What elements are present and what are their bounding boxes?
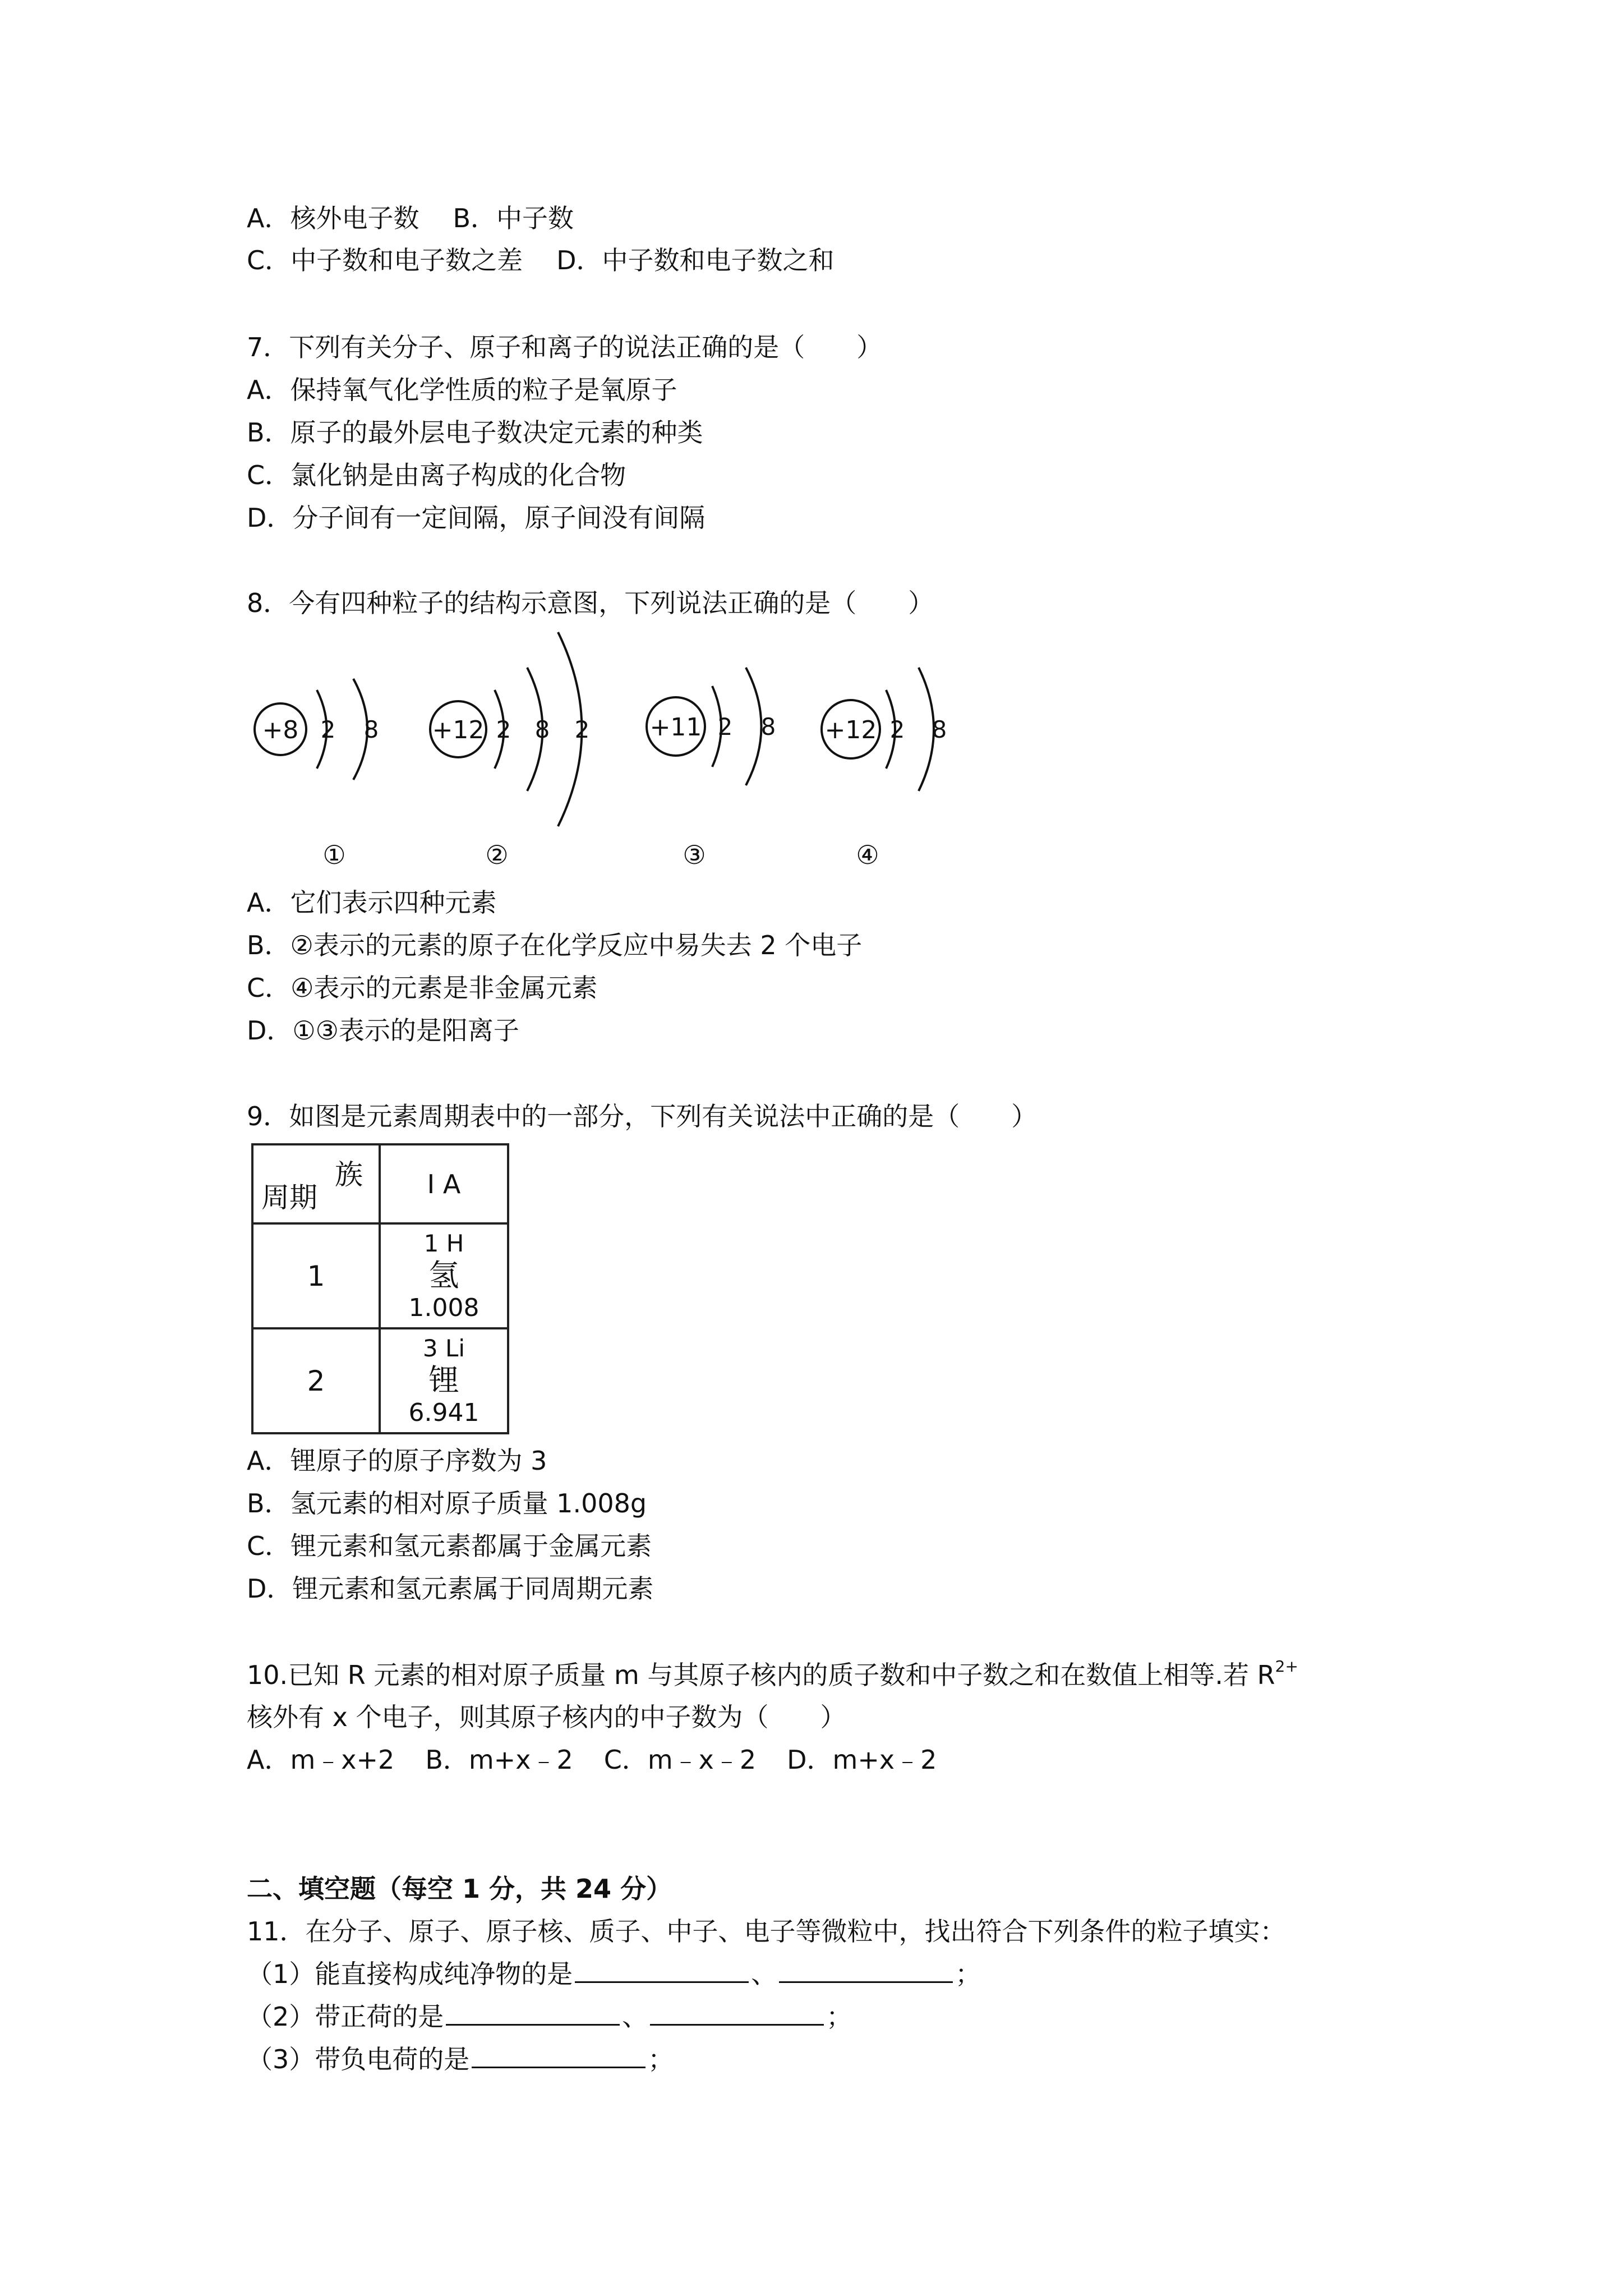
q9-option-b: B．氢元素的相对原子质量 1.008g bbox=[247, 1488, 647, 1519]
element-number-symbol: 1 H bbox=[423, 1229, 464, 1257]
q11-stem: 11．在分子、原子、原子核、质子、中子、电子等微粒中，找出符合下列条件的粒子填实： bbox=[247, 1916, 1286, 1947]
element-mass: 1.008 bbox=[408, 1293, 479, 1322]
shell-electron-count: 8 bbox=[534, 716, 550, 743]
q9-option-c: C．锂元素和氢元素都属于金属元素 bbox=[247, 1531, 652, 1561]
q11-item-1 bbox=[247, 1957, 981, 1991]
element-cell-hydrogen bbox=[380, 1223, 508, 1328]
q7-option-b: B．原子的最外层电子数决定元素的种类 bbox=[247, 417, 703, 448]
shell-electron-count: 2 bbox=[496, 716, 511, 743]
element-number-symbol: 3 Li bbox=[422, 1334, 465, 1362]
q7-option-c: C．氯化钠是由离子构成的化合物 bbox=[247, 460, 626, 490]
section-title: 二、填空题（每空 1 分，共 24 分） bbox=[247, 1874, 672, 1904]
atom-label: ④ bbox=[856, 840, 879, 870]
q10-option-c: C．m﹣x﹣2 bbox=[603, 1745, 757, 1775]
shell-electron-count: 2 bbox=[574, 716, 590, 743]
separator: 、 bbox=[751, 1959, 777, 1989]
answer-blank[interactable] bbox=[472, 2042, 645, 2068]
element-name: 氢 bbox=[428, 1257, 459, 1293]
table-row bbox=[252, 1223, 508, 1328]
q6-option-b: B．中子数 bbox=[453, 203, 574, 233]
atom-structure-diagrams bbox=[241, 625, 970, 872]
q10-option-d: D．m+x﹣2 bbox=[787, 1745, 937, 1775]
atom-diagram-3 bbox=[647, 668, 776, 870]
element-mass: 6.941 bbox=[408, 1398, 479, 1427]
shell-electron-count: 2 bbox=[717, 713, 733, 740]
q10-option-b: B．m+x﹣2 bbox=[425, 1745, 573, 1775]
line-end: ； bbox=[648, 2044, 674, 2074]
q6-option-c: C．中子数和电子数之差 bbox=[247, 245, 523, 275]
q8-stem: 8．今有四种粒子的结构示意图，下列说法正确的是（ ） bbox=[247, 588, 934, 618]
q11-item-3-text: （3）带负电荷的是 bbox=[247, 2044, 470, 2074]
q7-option-a: A．保持氧气化学性质的粒子是氧原子 bbox=[247, 375, 677, 405]
q9-stem: 9．如图是元素周期表中的一部分，下列有关说法中正确的是（ ） bbox=[247, 1101, 1038, 1131]
q11-item-2 bbox=[247, 1999, 852, 2034]
q8-option-c: C．④表示的元素是非金属元素 bbox=[247, 973, 598, 1003]
line-end: ； bbox=[955, 1959, 981, 1989]
q10-options-row bbox=[247, 1742, 937, 1777]
q7-option-d: D．分子间有一定间隔，原子间没有间隔 bbox=[247, 503, 706, 533]
atom-diagram-1 bbox=[255, 679, 379, 870]
element-name: 锂 bbox=[428, 1362, 459, 1398]
header-group-label: 族 bbox=[335, 1158, 363, 1191]
q6-option-d: D．中子数和电子数之和 bbox=[556, 245, 834, 275]
table-header-diagonal-cell bbox=[252, 1144, 380, 1223]
period-number-cell: 2 bbox=[252, 1328, 380, 1433]
answer-blank[interactable] bbox=[575, 1957, 749, 1983]
separator: 、 bbox=[622, 2001, 648, 2032]
answer-blank[interactable] bbox=[779, 1957, 953, 1983]
nucleus-charge: +8 bbox=[262, 716, 299, 744]
q11-item-1-text: （1）能直接构成纯净物的是 bbox=[247, 1959, 573, 1989]
electron-shell-arc bbox=[746, 668, 762, 785]
q10-option-a: A．m﹣x+2 bbox=[247, 1745, 395, 1775]
line-end: ； bbox=[826, 2001, 852, 2032]
q11-item-2-text: （2）带正荷的是 bbox=[247, 2001, 444, 2032]
atom-label: ③ bbox=[683, 840, 706, 870]
table-row bbox=[252, 1328, 508, 1433]
q6-options-row2 bbox=[247, 243, 834, 278]
q8-option-a: A．它们表示四种元素 bbox=[247, 887, 497, 918]
header-period-label: 周期 bbox=[261, 1181, 317, 1214]
q8-option-d: D．①③表示的是阳离子 bbox=[247, 1015, 519, 1046]
q8-option-b: B．②表示的元素的原子在化学反应中易失去 2 个电子 bbox=[247, 930, 863, 960]
atom-label: ② bbox=[485, 840, 509, 870]
shell-electron-count: 2 bbox=[889, 716, 905, 743]
group-name-cell: I A bbox=[380, 1144, 508, 1223]
nucleus-charge: +12 bbox=[432, 716, 485, 744]
shell-electron-count: 8 bbox=[760, 713, 776, 740]
q10-stem-line2: 核外有 x 个电子，则其原子核内的中子数为（ ） bbox=[247, 1702, 846, 1732]
shell-electron-count: 8 bbox=[363, 716, 379, 743]
atom-diagram-4 bbox=[822, 668, 947, 870]
q11-item-3 bbox=[247, 2042, 674, 2077]
q6-options-row1 bbox=[247, 201, 574, 236]
nucleus-charge: +11 bbox=[649, 713, 702, 742]
atom-label: ① bbox=[322, 840, 346, 870]
shell-electron-count: 2 bbox=[320, 716, 336, 743]
atom-diagram-2 bbox=[430, 632, 589, 870]
q6-option-a: A．核外电子数 bbox=[247, 203, 419, 233]
q10-stem-line1 bbox=[247, 1658, 1298, 1692]
nucleus-charge: +12 bbox=[824, 716, 877, 744]
answer-blank[interactable] bbox=[650, 1999, 824, 2026]
q9-option-a: A．锂原子的原子序数为 3 bbox=[247, 1446, 547, 1476]
q7-stem: 7．下列有关分子、原子和离子的说法正确的是（ ） bbox=[247, 332, 883, 362]
period-number-cell: 1 bbox=[252, 1223, 380, 1328]
periodic-table-fragment bbox=[251, 1143, 509, 1434]
element-cell-lithium bbox=[380, 1328, 508, 1433]
q10-charge-superscript: 2+ bbox=[1275, 1657, 1298, 1676]
table-header-row bbox=[252, 1144, 508, 1223]
q9-option-d: D．锂元素和氢元素属于同周期元素 bbox=[247, 1573, 654, 1604]
q10-stem-text: 10.已知 R 元素的相对原子质量 m 与其原子核内的质子数和中子数之和在数值上相等.若 R bbox=[247, 1660, 1275, 1690]
shell-electron-count: 8 bbox=[932, 716, 947, 743]
answer-blank[interactable] bbox=[446, 1999, 620, 2026]
